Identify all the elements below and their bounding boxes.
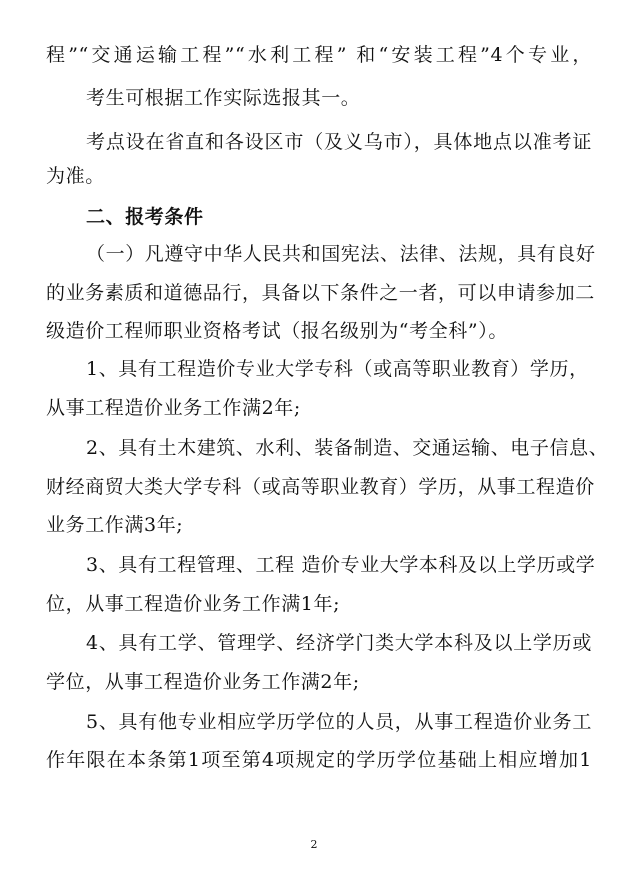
text-line-6: （一）凡遵守中华人民共和国宪法、法律、法规，具有良好 (86, 243, 596, 265)
text-line-12: 财经商贸大类大学专科（或高等职业教育）学历，从事工程造价 (46, 476, 595, 498)
text-line-15: 位，从事工程造价业务工作满1年; (46, 593, 341, 615)
text-line-8: 级造价工程师职业资格考试（报名级别为“考全科”）。 (46, 320, 508, 342)
page-number: 2 (310, 838, 318, 851)
section-heading: 二、报考条件 (86, 206, 204, 228)
text-line-14: 3、具有工程管理、工程 造价专业大学本科及以上学历或学 (86, 554, 596, 576)
text-line-13: 业务工作满3年; (46, 514, 184, 536)
text-line-1: 程”“交通运输工程”“水利工程” 和“安装工程”4个专业， (46, 44, 592, 66)
text-line-2: 考生可根据工作实际选报其一。 (86, 87, 361, 109)
text-line-17: 学位，从事工程造价业务工作满2年; (46, 671, 360, 693)
text-line-16: 4、具有工学、管理学、经济学门类大学本科及以上学历或 (86, 632, 592, 654)
text-line-19: 作年限在本条第1项至第4项规定的学历学位基础上相应增加1 (46, 749, 592, 771)
text-line-11: 2、具有土木建筑、水利、装备制造、交通运输、电子信息、 (86, 437, 609, 459)
text-line-10: 从事工程造价业务工作满2年; (46, 397, 301, 419)
text-line-9: 1、具有工程造价专业大学专科（或高等职业教育）学历， (86, 358, 589, 380)
text-line-4: 为准。 (46, 165, 105, 187)
text-line-18: 5、具有他专业相应学历学位的人员，从事工程造价业务工 (86, 711, 592, 733)
text-line-3: 考点设在省直和各设区市（及义乌市），具体地点以准考证 (86, 131, 592, 153)
text-line-7: 的业务素质和道德品行，具备以下条件之一者，可以申请参加二 (46, 282, 595, 304)
